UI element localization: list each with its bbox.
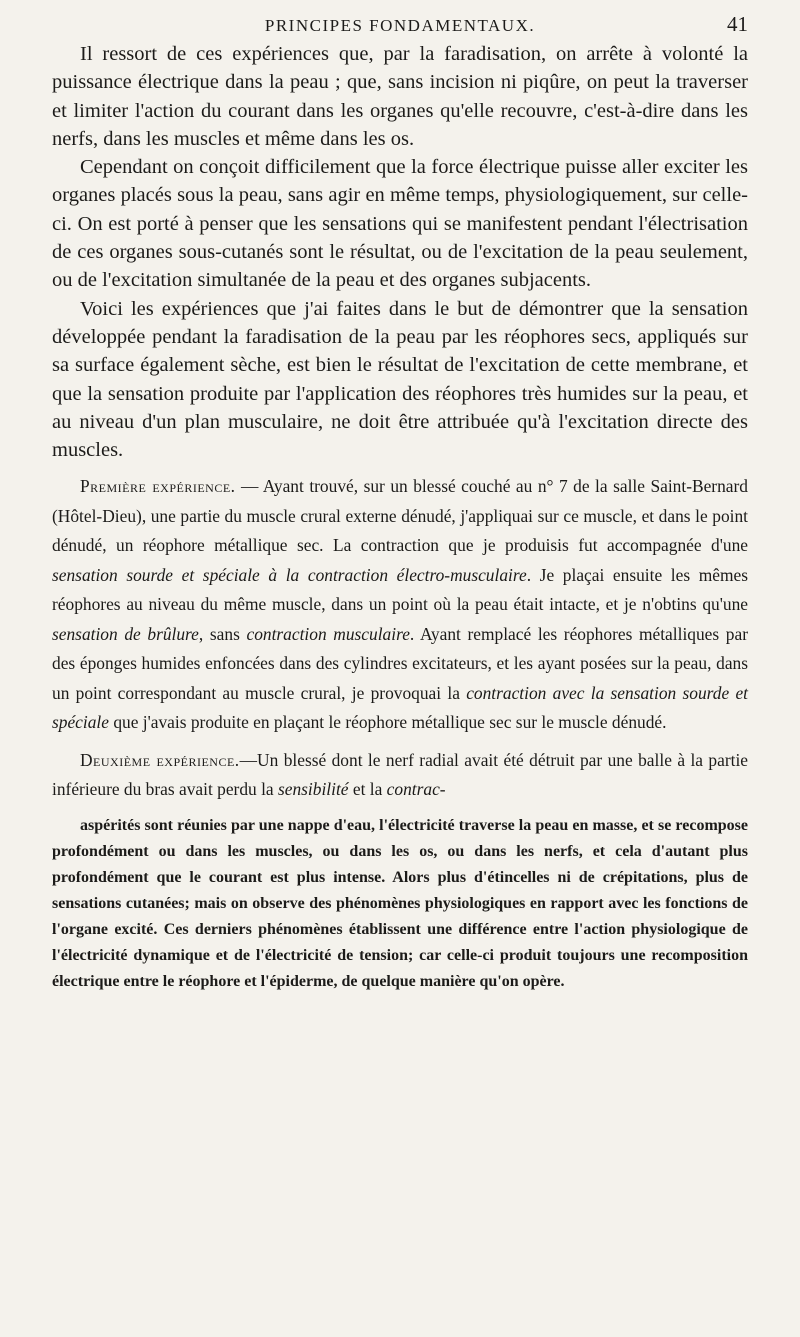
first-experiment-text-2: . Je plaçai ensuite les mêmes réophores au niveau du même muscle, dans un point où la peau était intacte, et je n'obtins qu'une [52, 564, 748, 615]
first-experiment-emphasis-1: sensation sourde et spéciale à la contraction électro-musculaire [52, 564, 527, 585]
paragraph-2: Cependant on conçoit difficilement que la force électrique puisse aller exciter les organes placés sous la peau, sans agir en même temps, physiologiquement, sur celle-ci. On est porté à penser que les sensations qui se manifestent pendant l'électrisation de ces organes sous-cutanés sont le résultat, ou de l'excitation de la peau seulement, ou de l'excitation simultanée de la peau et des organes subjacents. [52, 156, 748, 292]
page-number: 41 [727, 12, 748, 36]
first-experiment-text-4: . Ayant remplacé les réophores métalliques par des éponges humides enfoncées dans des cylindres excitateurs, et les ayant posées sur la peau, dans un point correspondant au muscle crural, je provoquai la [52, 623, 748, 703]
first-experiment-text-3: , sans [198, 623, 247, 644]
first-experiment-emphasis-2: sensation de brûlure [52, 623, 199, 644]
second-experiment-emphasis-1: sensibilité [277, 779, 349, 800]
paragraph-1: Il ressort de ces expériences que, par la faradisation, on arrête à volonté la puissance électrique dans la peau ; que, sans incision ni piqûre, on peut la traverser et limiter l'action du courant dans les organes qu'elle recouvre, c'est-à-dire dans les nerfs, dans les muscles et même dans les os. [52, 43, 748, 150]
first-experiment [52, 472, 748, 738]
second-experiment [52, 746, 748, 805]
first-experiment-text-1: — Ayant trouvé, sur un blessé couché au n° 7 de la salle Saint-Bernard (Hôtel-Dieu), une partie du muscle crural externe dénudé, j'appliquai sur ce muscle, et dans le point dénudé, un réophore métallique sec. La contraction que je produisis fut accompagnée d'une [52, 476, 748, 556]
footnote: aspérités sont réunies par une nappe d'eau, l'électricité traverse la peau en masse, et se recompose profondément ou dans les muscles, ou dans les os, ou dans les nerfs, et cela d'autant plus profondément que le courant est plus intense. Alors plus d'étincelles ni de crépitations, plus de sensations cutanées; mais on observe des phénomènes physiologiques en rapport avec les fonctions de l'organe excité. Ces derniers phénomènes établissent une différence entre l'action physiologique de l'électricité dynamique et de l'électricité de tension; car celle-ci produit toujours une recomposition électrique entre le réophore et l'épiderme, de quelque manière qu'on opère. [52, 816, 748, 990]
second-experiment-text-2: et la [348, 779, 387, 800]
first-experiment-emphasis-4: contraction avec la sensation sourde et spéciale [52, 682, 748, 733]
second-experiment-heading: Deuxième expérience. [80, 749, 240, 770]
first-experiment-emphasis-3: contraction musculaire [246, 623, 410, 644]
running-title: PRINCIPES FONDAMENTAUX. [264, 16, 536, 35]
second-experiment-text-1: —Un blessé dont le nerf radial avait été détruit par une balle à la partie inférieure du bras avait perdu la [52, 749, 748, 800]
first-experiment-heading: Première expérience. [80, 476, 236, 497]
running-head [52, 6, 748, 40]
paragraph-3: Voici les expériences que j'ai faites dans le but de démontrer que la sensation développée pendant la faradisation de la peau par les réophores secs, appliqués sur sa surface également sèche, est bien le résultat de l'excitation de cette membrane, et que la sensation produite par l'application des réophores très humides sur la peau, et au niveau d'un plan musculaire, ne doit être attribuée qu'à l'excitation directe des muscles. [52, 297, 748, 462]
second-experiment-emphasis-2: contrac- [386, 779, 446, 800]
first-experiment-text-5: que j'avais produite en plaçant le réophore métallique sec sur le muscle dénudé. [108, 712, 667, 733]
